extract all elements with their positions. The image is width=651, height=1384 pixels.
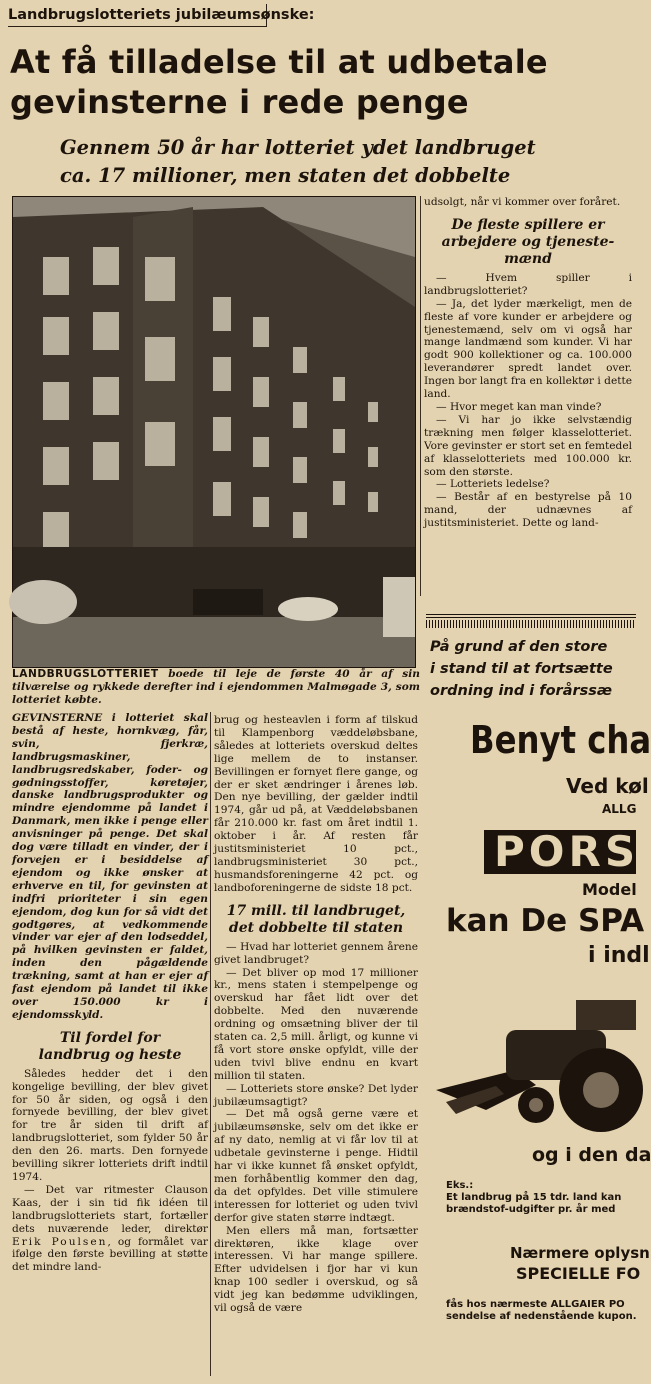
ad-naermere: Nærmere oplysn <box>510 1244 650 1262</box>
ad-fas-line: sendelse af nedenstående kupon. <box>446 1311 637 1322</box>
subhead-line: arbejdere og tjeneste- <box>441 233 615 250</box>
article-column-2 <box>214 714 418 1376</box>
article-column-3 <box>424 196 632 594</box>
person-name: Erik Poulsen <box>12 1235 108 1248</box>
column-divider <box>420 196 421 596</box>
subhead-line: De fleste spillere er <box>451 216 605 233</box>
ad-benyt: Benyt cha <box>470 718 651 762</box>
column-divider <box>210 712 211 1376</box>
headline-line-1: At få tilladelse til at udbetale <box>10 43 548 81</box>
paragraph: — Består af en bestyrelse på 10 mand, der udnævnes af justitsministeriet. Dette og land- <box>424 491 632 530</box>
paragraph: brug og hesteavlen i form af tilskud til Klampenborg væddeløbsbane, således at lotteriets overskud deltes lige mellem de to instanser. Bevillingen er fornyet flere gange, og der er sket ændringer i årenes løb. Den nye bevilling, der gælder indtil 1974, går ud på, at Væddeløbsbanen får 210.000 kr. fast om året indtil 1. oktober i år. Af resten får justitsministeriet 10 pct., landbrugsministeriet 30 pct., husmandsforeningerne 42 pct. og landboforeningerne de sidste 18 pct. <box>214 714 418 894</box>
paragraph-text: , og formålet var ifølge den første bevilling at støtte det mindre land- <box>12 1235 208 1274</box>
article-column-1 <box>12 712 208 1376</box>
caption-text: boede til leje de første 40 år af sin tilværelse og rykkede derefter ind i ejendommen Malmøgade 3, som lotteriet købte. <box>12 668 420 706</box>
paragraph-text: — Det var ritmester Clauson Kaas, der i sin tid fik idéen til landbrugslotteriets start, fortæller dets nuværende leder, direktør <box>12 1183 208 1235</box>
ad-specielle: SPECIELLE FO <box>516 1264 641 1283</box>
ad-kan-de-spare: kan De SPA <box>446 903 645 939</box>
ad-intro-line: ordning ind i forårssæ <box>430 683 613 699</box>
ad-example-line: brændstof-udgifter pr. år med <box>446 1204 616 1215</box>
subhead-til-fordel <box>12 1030 208 1064</box>
subhead-line: mænd <box>504 250 552 267</box>
paragraph: Men ellers må man, fortsætter direktøren, ikke klage over interessen. Vi har mange spillere. Efter udvidelsen i fjor har vi kun knap 100 sedler i overskud, og så vidt jeg kan bedømme udviklingen, vil også de være <box>214 1224 418 1315</box>
ad-og-i-den: og i den da <box>532 1144 651 1166</box>
article-intro: GEVINSTERNE i lotteriet skal bestå af heste, hornkvæg, får, svin, fjerkræ, landbrugsmaskiner, landbrugsredskaber, foder- og gødningsstoffer, køretøjer, danske landbrugsprodukter og mindre ejendomme på landet i Danmark, men ikke i penge eller anvisninger på penge. Det skal dog være tilladt en vinder, der i forvejen er i besiddelse af ejendom og ikke ønsker at erhverve en til, for gevinsten at indfri prioriteter i sin egen ejendom, dog kun for så vidt det godtgøres, at vedkommende vinder var ejer af den lodseddel, på hvilken gevinsten er faldet, inden den pågældende trækning, samt at han er ejer af fast ejendom på landet til ikke over 150.000 kr i ejendomsskyld. <box>12 712 208 1021</box>
paragraph: — Lotteriets ledelse? <box>436 478 550 491</box>
paragraph: — Hvem spiller i landbrugslotteriet? <box>424 271 632 297</box>
paragraph: — Vi har jo ikke selvstændig trækning men følger klasselotteriet. Vore gevinster er stort set en femtedel af klasselotteriets med 100.000 kr. som den største. <box>424 413 632 478</box>
paragraph <box>12 1184 208 1274</box>
ad-example-line: Eks.: <box>446 1180 474 1191</box>
paragraph: Således hedder det i den kongelige bevilling, der blev givet for 50 år siden, og også i den fornyede bevilling, der blev givet for tre år siden til drift af landbrugslotteriet, som fylder 50 år den den 26. marts. Den fornyede bevilling sikrer lotteriets drift indtil 1974. <box>12 1067 208 1183</box>
ad-i-indl: i indl <box>588 943 650 968</box>
caption-lead: LANDBRUGSLOTTERIET <box>12 668 159 680</box>
ad-example-line: Et landbrug på 15 tdr. land kan <box>446 1192 622 1203</box>
photo-caption <box>12 668 420 707</box>
tractor-icon <box>426 990 636 1144</box>
paragraph: — Det bliver op mod 17 millioner kr., mens staten i stempelpenge og overskud har fået lidt over det dobbelte. Med den nuværende ordning og omsætning bliver der til staten ca. 2,5 mill. årligt, og kunne vi få vort store ønske opfyldt, ville der uden tvivl blive endnu en kvart million til staten. <box>214 966 418 1082</box>
subheadline <box>60 134 540 190</box>
ad-fas-line: fås hos nærmeste ALLGAIER PO <box>446 1299 625 1310</box>
building-photo-icon <box>13 197 415 667</box>
subhead-line: det dobbelte til staten <box>228 919 404 936</box>
kicker: Landbrugslotteriets jubilæumsønske: <box>8 4 267 27</box>
subhead-line: landbrug og heste <box>38 1046 182 1063</box>
subheadline-line-1: Gennem 50 år har lotteriet ydet landbruget <box>60 136 536 159</box>
paragraph: — Det må også gerne være et jubilæumsønske, selv om det ikke er af ny dato, nemlig at vi får lov til at udbetale gevinsterne i penge. Hidtil har vi ikke kunnet få ønsket opfyldt, men forhåbentlig kommer den dag, da det opfyldes. Det ville stimulere interessen for lotteriet og uden tvivl derfor give staten større indtægt. <box>214 1108 418 1224</box>
subhead-17-mill <box>214 903 418 937</box>
paragraph: — Ja, det lyder mærkeligt, men de fleste af vore kunder er arbejdere og tjenestemænd, selv om vi også har mange landmænd som kunder. Vi har godt 900 kollektioner og ca. 100.000 leverandører spredt landet over. Ingen bor langt fra en kollektør i dette land. <box>424 297 632 401</box>
headline <box>10 42 636 122</box>
ad-allg: ALLG <box>602 802 637 816</box>
subhead-line: Til fordel for <box>59 1029 161 1046</box>
paragraph: — Hvor meget kan man vinde? <box>436 400 602 413</box>
paragraph: udsolgt, når vi kommer over foråret. <box>424 196 621 208</box>
subhead-spillere <box>424 217 632 268</box>
ad-intro-line: På grund af den store <box>430 639 608 655</box>
subheadline-line-2: ca. 17 millioner, men staten det dobbelte <box>60 164 511 187</box>
paragraph: — Hvad har lotteriet gennem årene givet landbruget? <box>214 940 418 966</box>
ad-fas-hos <box>446 1299 636 1323</box>
paragraph: — Lotteriets store ønske? Det lyder jubilæumsagtigt? <box>214 1082 418 1108</box>
ad-intro <box>430 636 636 702</box>
ad-intro-line: i stand til at fortsætte <box>430 661 613 677</box>
headline-line-2: gevinsterne i rede penge <box>10 83 469 121</box>
ad-model: Model <box>582 880 637 899</box>
ad-example <box>446 1180 636 1216</box>
building-photo <box>12 196 416 668</box>
ad-ved-kol: Ved køl <box>566 774 649 798</box>
ad-brand-logo: PORS <box>484 830 636 874</box>
advertisement <box>426 614 651 1384</box>
subhead-line: 17 mill. til landbruget, <box>226 902 406 919</box>
ad-border <box>426 620 636 628</box>
